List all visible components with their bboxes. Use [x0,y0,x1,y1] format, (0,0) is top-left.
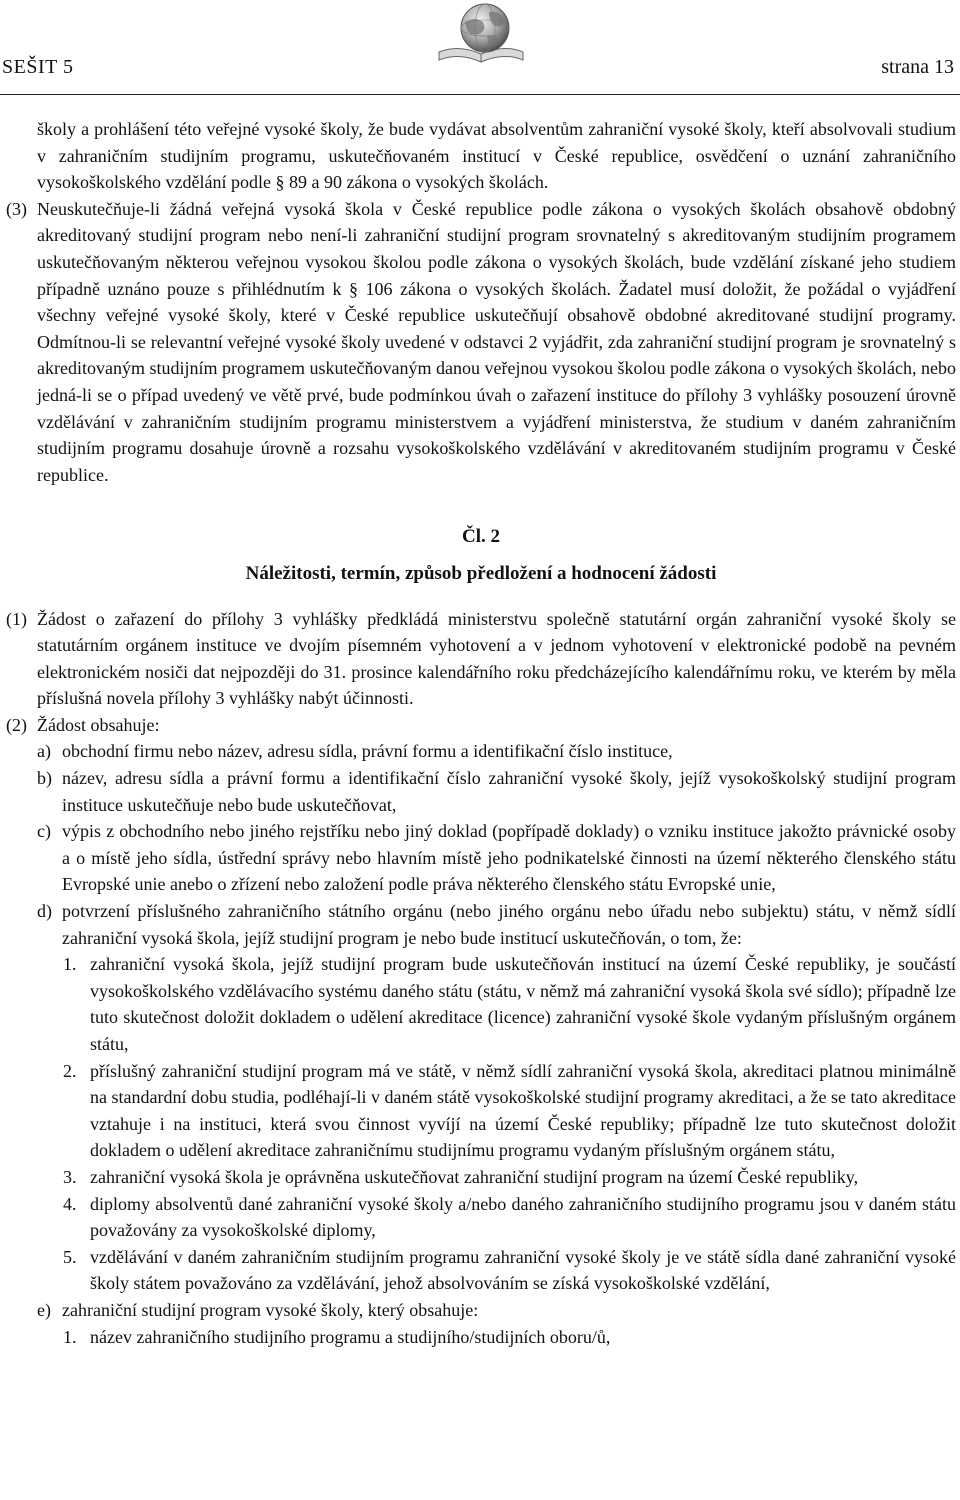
list-marker: e) [37,1299,51,1320]
document-body [6,116,956,1350]
header-rule [0,94,960,95]
continuation-paragraph: školy a prohlášení této veřejné vysoké školy, že bude vydávat absolventům zahraniční vysoké školy, kteří absolvovali studium v zahraničním studijním programu, uskutečňovaném institucí v České republice, osvědčení o uznání zahraničního vysokoškolského vzdělání podle § 89 a 90 zákona o vysokých školách. [37,119,956,193]
sub-list-marker: 5. [63,1246,77,1267]
sub-list-marker: 2. [63,1060,77,1081]
list-item [6,1297,956,1324]
sub-list-item [6,1058,956,1164]
paragraph-number: (2) [6,714,27,735]
header-page-number: strana 13 [881,56,954,78]
paragraph-number: (3) [6,198,27,219]
paragraph-number: (1) [6,608,27,629]
article-title: Náležitosti, termín, způsob předložení a hodnocení žádosti [245,562,717,584]
sub-list-item [6,1191,956,1244]
sub-list-item-text: zahraniční vysoká škola je oprávněna uskutečňovat zahraniční studijní program na území České republiky, [90,1166,859,1187]
paragraph-text: Neuskutečňuje-li žádná veřejná vysoká škola v České republice podle zákona o vysokých školách obsahově obdobný akreditovaný studijní program nebo není-li zahraniční studijní program srovnatelný s akreditovaným studijním programem uskutečňovaným některou veřejnou vysokou školou podle zákona o vysokých školách, bude vzdělání získané jeho studiem případně uznáno pouze s přihlédnutím k § 106 zákona o vysokých školách. Žadatel musí doložit, že požádal o vyjádření všechny veřejné vysoké školy, které v České republice uskutečňují obsahově obdobné akreditované studijní programy. Odmítnou-li se relevantní veřejné vysoké školy uvedené v odstavci 2 vyjádřit, zda zahraniční studijní program je srovnatelný s akreditovaným studijním programem uskutečňovaným danou veřejnou vysokou školou podle zákona o vysokých školách, nebo jedná-li se o případ uvedený ve větě prvé, bude podmínkou úvah o zařazení instituce do přílohy 3 vyhlášky posouzení úrovně vzdělávání v zahraničním studijním programu ministerstvem a vyjádření ministerstva, že studium v daném zahraničním studijním programu dosahuje úrovně a rozsahu vysokoškolského vzdělávání v akreditovaném studijním programu v České republice. [37,198,956,485]
paragraph-3 [6,196,956,489]
list-item-text: zahraniční studijní program vysoké školy, který obsahuje: [62,1299,479,1320]
sub-list-item-text: název zahraničního studijního programu a studijního/studijních oboru/ů, [90,1326,611,1347]
sub-list-item-text: vzdělávání v daném zahraničním studijním programu zahraniční vysoké školy je ve státě sídla dané zahraniční vysoké školy státem považováno za vzdělávání, jehož absolvováním se získá vysokoškolské vzdělání, [90,1246,956,1294]
list-item-text: obchodní firmu nebo název, adresu sídla, právní formu a identifikační číslo instituce, [62,741,673,762]
sub-list-item-text: diplomy absolventů dané zahraniční vysoké školy a/nebo daného zahraničního studijního programu jsou v daném státu považovány za vysokoškolské diplomy, [90,1193,956,1241]
list-marker: a) [37,741,51,762]
paragraph-2 [6,712,956,739]
list-item-text: název, adresu sídla a právní formu a identifikační číslo zahraniční vysoké školy, jejíž vysokoškolský studijní program instituce uskutečňuje nebo bude uskutečňovat, [62,768,956,815]
list-item [6,765,956,818]
list-item-text: výpis z obchodního nebo jiného rejstříku nebo jiný doklad (popřípadě doklady) o vzniku instituce jakožto právnické osoby a o místě jeho sídla, ústřední správy nebo hlavním místě jeho podnikatelské činnosti na území některého členského státu Evropské unie anebo o zřízení nebo založení podle práva některého členského státu Evropské unie, [62,821,956,895]
header-section-label: SEŠIT 5 [2,56,74,78]
list-item [6,818,956,898]
sub-list-item [6,951,956,1057]
paragraph-text: Žádost o zařazení do přílohy 3 vyhlášky předkládá ministerstvu společně statutární orgán zahraniční vysoké školy se statutárním orgánem instituce ve dvojím písemném vyhotovení a v jednom vyhotovení v elektronické podobě na pevném elektronickém nosiči dat nejpozději do 31. prosince kalendářního roku předcházejícího kalendářnímu roku, ve kterém by měla příslušná novela přílohy 3 vyhlášky nabýt účinnosti. [37,608,956,709]
sub-list-item-text: příslušný zahraniční studijní program má ve státě, v němž sídlí zahraniční vysoká škola, akreditaci platnou minimálně na standardní dobu studia, podléhají-li v daném státě vysokoškolské studijní programy akreditaci, a že se tato akreditace vztahuje i na instituci, která svou činnost vyvíjí na území České republiky; případně lze tuto skutečnost doložit dokladem o udělení akreditace zahraničnímu studijnímu programu vydaným příslušným orgánem státu, [90,1060,956,1161]
article-number: Čl. 2 [462,526,500,548]
sub-list-marker: 1. [63,1326,77,1347]
sub-list-item-text: zahraniční vysoká škola, jejíž studijní program bude uskutečňován institucí na území České republiky, je součástí vysokoškolského vzdělávacího systému daného státu (státu, v němž má zahraniční vysoká škola své sídlo); případně lze tuto skutečnost doložit dokladem o udělení akreditace (licence) zahraniční vysoké škole vydaným příslušným orgánem státu, [90,954,956,1054]
list-item-text: potvrzení příslušného zahraničního státního orgánu (nebo jiného orgánu nebo úřadu nebo subjektu) státu, v němž sídlí zahraniční vysoká škola, jejíž studijní program je nebo bude institucí uskutečňován, o tom, že: [62,901,956,948]
sub-list-marker: 1. [63,954,77,975]
list-marker: d) [37,901,52,922]
globe-book-logo-icon [435,0,527,68]
item-list [6,738,956,1350]
sub-list-marker: 3. [63,1166,77,1187]
list-item [6,898,956,951]
sub-list-item [6,1164,956,1191]
sub-list-item [6,1324,956,1351]
list-item [6,738,956,765]
sub-list-marker: 4. [63,1193,77,1214]
list-marker: b) [37,768,52,789]
page-header [0,0,960,100]
paragraph-1 [6,606,956,712]
list-marker: c) [37,821,51,842]
paragraph-intro: Žádost obsahuje: [37,714,160,735]
sub-list-item [6,1244,956,1297]
